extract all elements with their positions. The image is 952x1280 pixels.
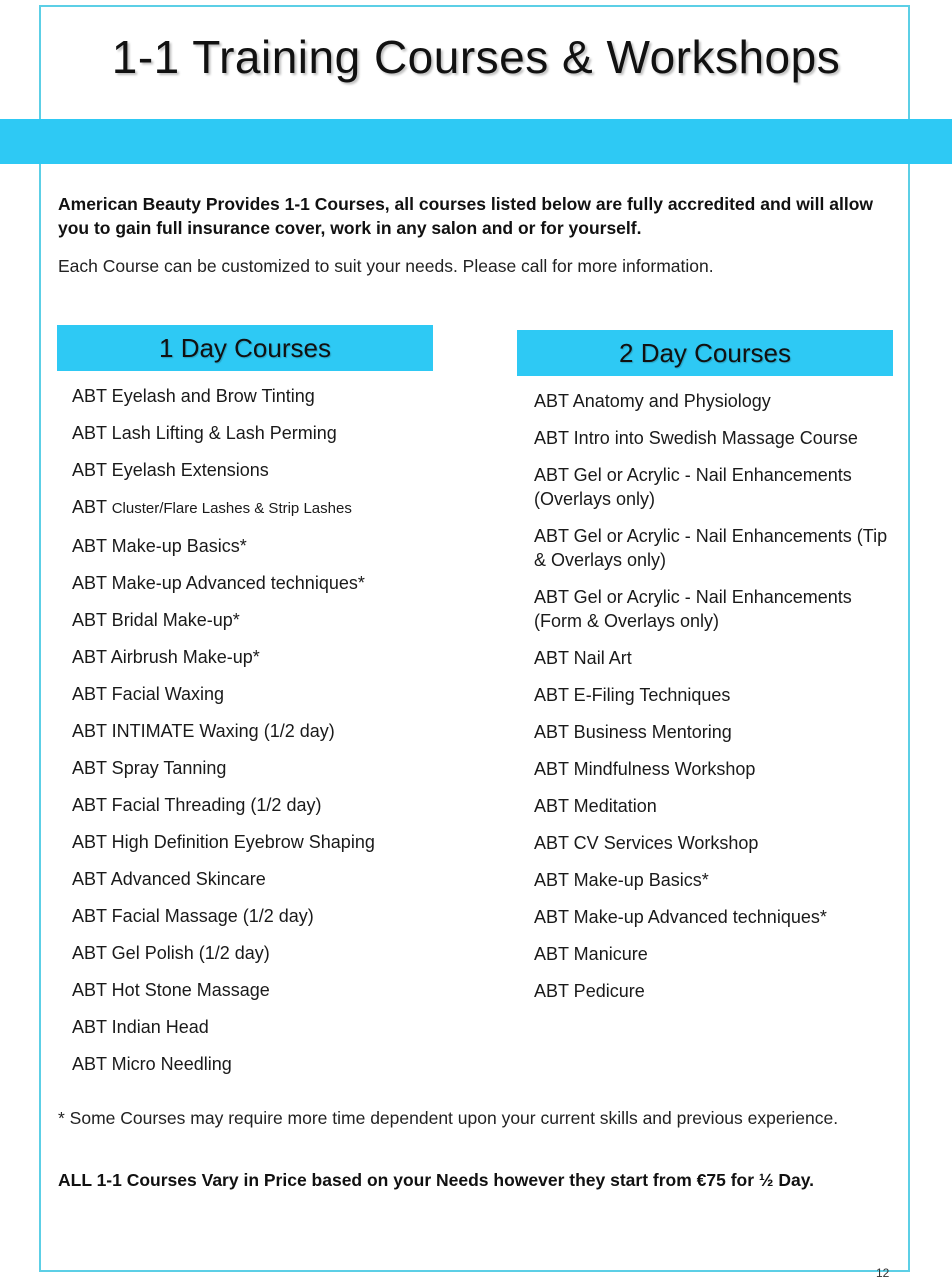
list-item: ABT Airbrush Make-up* [72,647,260,667]
one-day-header [57,325,433,371]
list-item: ABT Eyelash Extensions [72,460,269,480]
two-day-header-label: 2 Day Courses [619,337,791,368]
one-day-course-list [72,384,452,1089]
list-item: ABT Nail Art [534,648,632,668]
list-item: ABT Gel Polish (1/2 day) [72,943,270,963]
list-item: ABT Make-up Basics* [72,536,247,556]
list-item: ABT Spray Tanning [72,758,227,778]
list-item-prefix: ABT [72,497,107,517]
list-item: ABT Manicure [534,944,648,964]
list-item: ABT Pedicure [534,981,645,1001]
list-item: ABT Gel or Acrylic - Nail Enhancements (Form & Overlays only) [534,587,852,631]
accent-band [0,119,952,164]
list-item: ABT Make-up Advanced techniques* [534,907,827,927]
intro-statement: American Beauty Provides 1-1 Courses, all courses listed below are fully accredited and will allow you to gain full insurance cover, work in any salon and or for yourself. [58,194,874,238]
list-item: ABT Micro Needling [72,1054,232,1074]
list-item: ABT Bridal Make-up* [72,610,240,630]
list-item: ABT Gel or Acrylic - Nail Enhancements (Tip & Overlays only) [534,526,888,570]
two-day-header [517,330,893,376]
list-item: ABT Anatomy and Physiology [534,391,771,411]
list-item: ABT Hot Stone Massage [72,980,270,1000]
footnote: * Some Courses may require more time dependent upon your current skills and previous experience. [58,1108,839,1128]
list-item-rest: Cluster/Flare Lashes & Strip Lashes [111,500,352,517]
two-day-course-list [534,389,894,1016]
page-title: 1-1 Training Courses & Workshops [111,31,841,83]
list-item: ABT Make-up Advanced techniques* [72,573,365,593]
list-item: ABT Meditation [534,796,657,816]
list-item: ABT Advanced Skincare [72,869,266,889]
list-item: ABT Business Mentoring [534,722,732,742]
list-item [72,495,452,521]
page-number: 12 [876,1266,890,1280]
list-item: ABT CV Services Workshop [534,833,759,853]
list-item: ABT Lash Lifting & Lash Perming [72,423,337,443]
one-day-header-label: 1 Day Courses [159,332,331,363]
price-note: ALL 1-1 Courses Vary in Price based on your Needs however they start from €75 for ½ Day. [58,1170,815,1190]
list-item: ABT Facial Threading (1/2 day) [72,795,322,815]
list-item: ABT Mindfulness Workshop [534,759,756,779]
list-item: ABT Indian Head [72,1017,209,1037]
list-item: ABT INTIMATE Waxing (1/2 day) [72,721,335,741]
list-item: ABT E-Filing Techniques [534,685,731,705]
list-item: ABT Eyelash and Brow Tinting [72,386,315,406]
list-item: ABT High Definition Eyebrow Shaping [72,832,375,852]
list-item: ABT Make-up Basics* [534,870,709,890]
list-item: ABT Gel or Acrylic - Nail Enhancements (Overlays only) [534,465,852,509]
list-item: ABT Intro into Swedish Massage Course [534,428,858,448]
intro-note: Each Course can be customized to suit your needs. Please call for more information. [58,256,714,276]
list-item: ABT Facial Waxing [72,684,225,704]
list-item: ABT Facial Massage (1/2 day) [72,906,314,926]
